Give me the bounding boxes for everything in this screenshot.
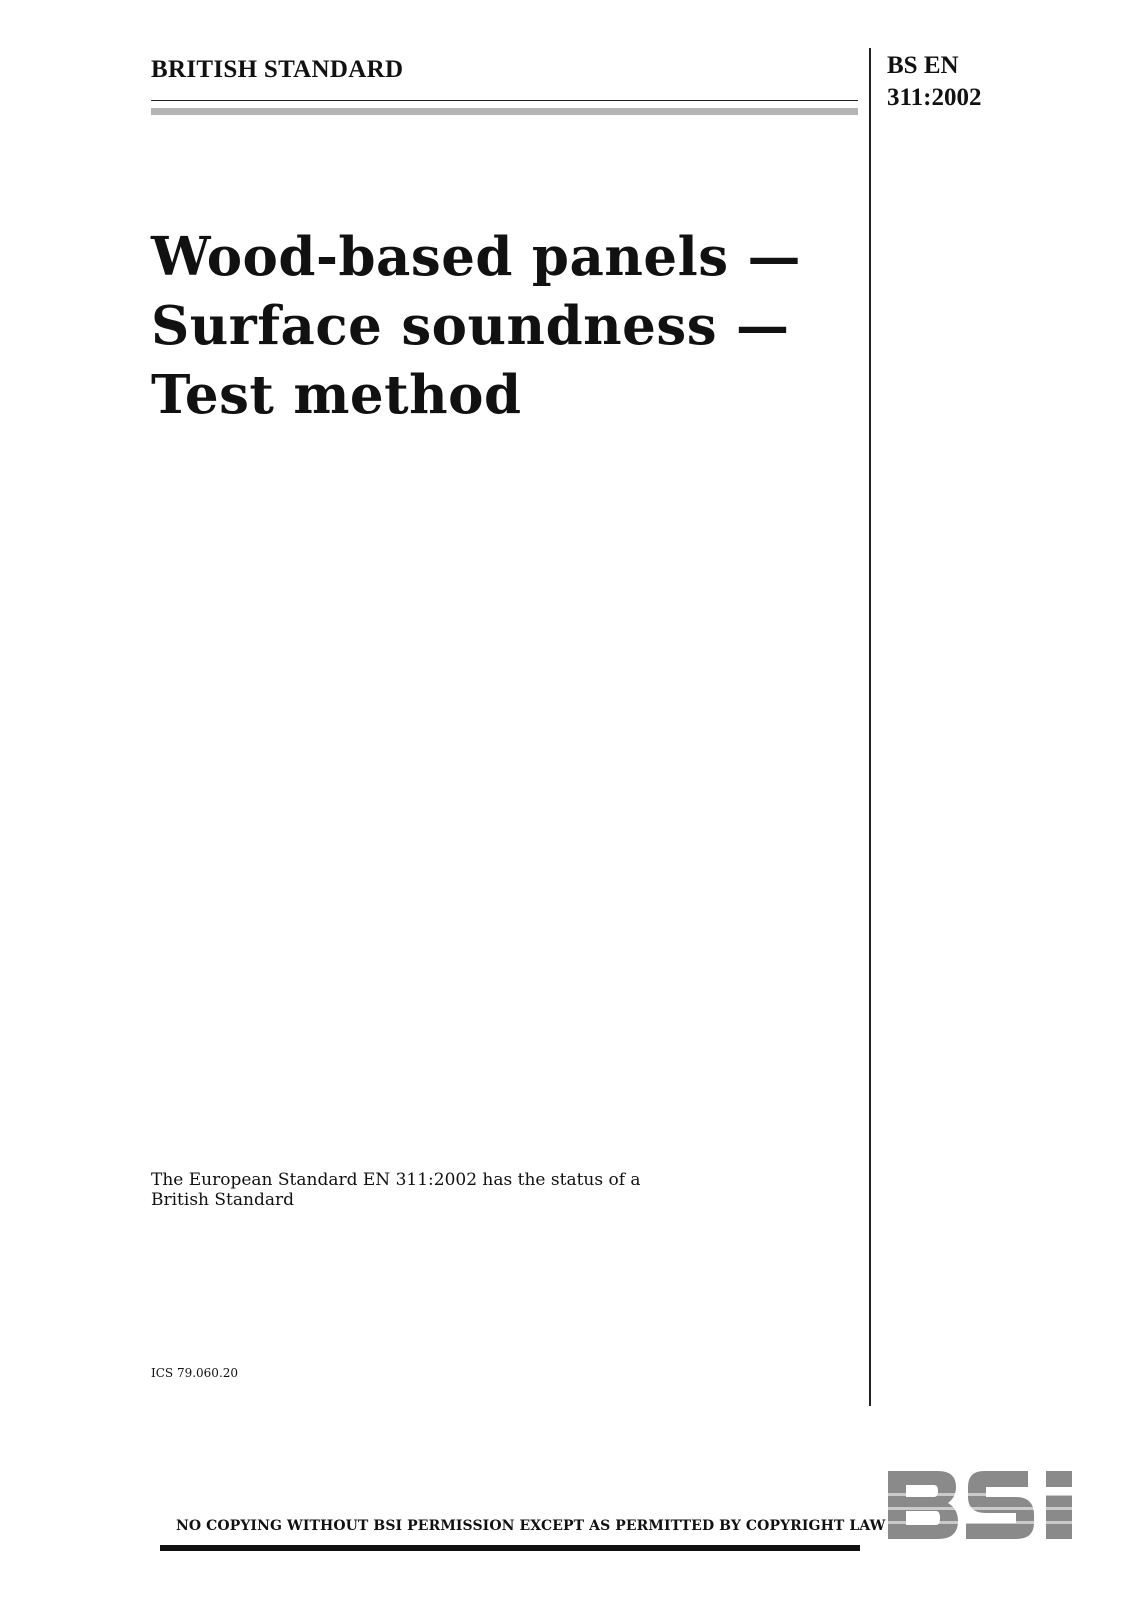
document-number-line1: BS EN [887, 52, 959, 79]
header-series-label: BRITISH STANDARD [151, 56, 404, 83]
status-statement [151, 1170, 671, 1210]
status-line2: British Standard [151, 1190, 294, 1210]
ics-code: ICS 79.060.20 [151, 1366, 239, 1380]
copyright-notice: NO COPYING WITHOUT BSI PERMISSION EXCEPT AS PERMITTED BY COPYRIGHT LAW [176, 1518, 886, 1534]
document-number [887, 50, 981, 114]
title-line1: Wood-based panels — [151, 226, 802, 288]
header-thick-rule [151, 108, 858, 115]
bsi-logo-graphic [888, 1463, 1090, 1547]
header-thin-rule [151, 100, 858, 101]
status-line1: The European Standard EN 311:2002 has the status of a [151, 1170, 641, 1190]
document-number-line2: 311:2002 [887, 84, 982, 111]
footer-rule [160, 1545, 860, 1551]
vertical-divider [869, 48, 871, 1406]
document-title [151, 223, 841, 430]
title-line2: Surface soundness — [151, 295, 790, 357]
title-line3: Test method [151, 364, 522, 426]
bsi-logo [888, 1463, 1090, 1547]
